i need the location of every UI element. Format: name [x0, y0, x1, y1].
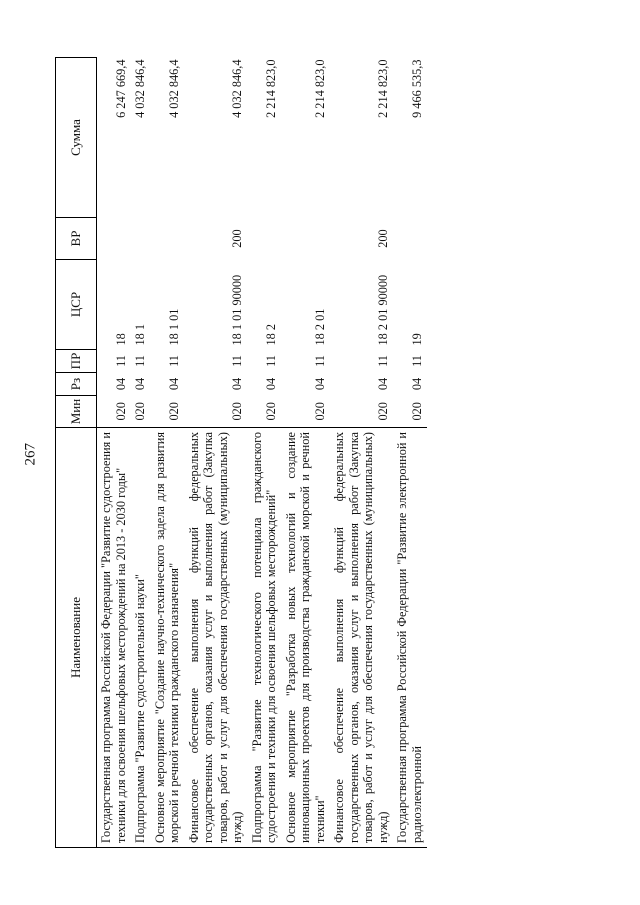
cell-min: 020 [409, 402, 424, 421]
cell-csr: 18 2 01 [312, 308, 327, 346]
col-header-vr: ВР [56, 218, 97, 260]
cell-pr: 11 [264, 355, 278, 367]
cell-vr: 200 [375, 229, 390, 248]
cell-name: Государственная программа Российской Федерации "Развитие судостроения и техники для освоения шельфовых месторождений на 2013 - 2030 годы" [97, 428, 132, 848]
cell-name: Финансовое обеспечение выполнения функций федеральных государственных органов, оказания услуг и выполнения работ (Закупка товаров, работ и услуг для обеспечения государственных (муниципальных) нужд) [330, 428, 393, 848]
table-row [248, 58, 282, 848]
cell-vr [282, 218, 331, 260]
page-number: 267 [22, 443, 39, 466]
cell-name: Основное мероприятие "Создание научно-технического задела для развития морской и речной техники гражданского назначения" [151, 428, 185, 848]
cell-sum: 4 032 846,4 [230, 59, 244, 118]
cell-sum: 2 214 823,0 [312, 59, 327, 118]
cell-min: 020 [113, 402, 128, 421]
cell-sum: 6 247 669,4 [113, 59, 128, 118]
cell-name: Основное мероприятие "Разработка новых технологий и создание инновационных проектов для производства гражданской морской и речной техники" [282, 428, 331, 848]
cell-pr: 11 [312, 355, 327, 367]
cell-vr [97, 218, 132, 260]
cell-vr: 200 [230, 229, 244, 248]
cell-rz: 04 [230, 377, 244, 391]
cell-pr: 11 [375, 355, 390, 367]
cell-rz: 04 [167, 377, 181, 391]
cell-csr: 18 1 [133, 323, 147, 346]
table-row [282, 58, 331, 848]
cell-min: 020 [375, 402, 390, 421]
budget-table [55, 57, 427, 848]
cell-name: Финансовое обеспечение выполнения функций федеральных государственных органов, оказания услуг и выполнения работ (Закупка товаров, работ и услуг для обеспечения государственных (муниципальных) нужд) [185, 428, 248, 848]
cell-name: Подпрограмма "Развитие судостроительной науки" [131, 428, 151, 848]
cell-pr: 11 [113, 355, 128, 367]
col-header-csr: ЦСР [56, 260, 97, 350]
cell-pr: 11 [230, 355, 244, 367]
cell-min: 020 [133, 402, 147, 421]
cell-rz: 04 [113, 377, 128, 391]
cell-rz: 04 [375, 377, 390, 391]
col-header-pr: ПР [56, 350, 97, 373]
cell-vr [248, 218, 282, 260]
cell-rz: 04 [264, 377, 278, 391]
cell-min: 020 [230, 402, 244, 421]
cell-min: 020 [167, 402, 181, 421]
col-header-min: Мин [56, 396, 97, 428]
cell-vr [151, 218, 185, 260]
cell-csr: 18 [113, 333, 128, 346]
cell-sum: 9 466 535,3 [409, 59, 424, 118]
cell-rz: 04 [409, 377, 424, 391]
col-header-rz: Рз [56, 373, 97, 396]
cell-rz: 04 [133, 377, 147, 391]
cell-csr: 18 2 01 90000 [375, 274, 390, 346]
cell-min: 020 [264, 402, 278, 421]
cell-rz: 04 [312, 377, 327, 391]
table-row [97, 58, 132, 848]
table-row [330, 58, 393, 848]
table-row [393, 58, 427, 848]
cell-pr: 11 [133, 355, 147, 367]
cell-name: Подпрограмма "Развитие технологического потенциала гражданского судостроения и техники для освоения шельфовых месторождений" [248, 428, 282, 848]
table-row [151, 58, 185, 848]
cell-pr: 11 [167, 355, 181, 367]
col-header-name: Наименование [56, 428, 97, 848]
table-row [185, 58, 248, 848]
table-header-row [56, 58, 97, 848]
cell-csr: 18 1 01 [167, 308, 181, 346]
cell-name: Государственная программа Российской Федерации "Развитие электронной и радиоэлектронной [393, 428, 427, 848]
cell-sum: 4 032 846,4 [133, 59, 147, 118]
cell-pr: 11 [409, 355, 424, 367]
cell-sum: 2 214 823,0 [264, 59, 278, 118]
cell-csr: 19 [409, 333, 424, 346]
rotated-table-wrapper [55, 58, 585, 848]
cell-min: 020 [312, 402, 327, 421]
cell-csr: 18 1 01 90000 [230, 274, 244, 346]
cell-vr [131, 218, 151, 260]
cell-sum: 2 214 823,0 [375, 59, 390, 118]
table-row [131, 58, 151, 848]
cell-vr [393, 218, 427, 260]
cell-csr: 18 2 [264, 323, 278, 346]
cell-sum: 4 032 846,4 [167, 59, 181, 118]
col-header-sum: Сумма [56, 58, 97, 218]
